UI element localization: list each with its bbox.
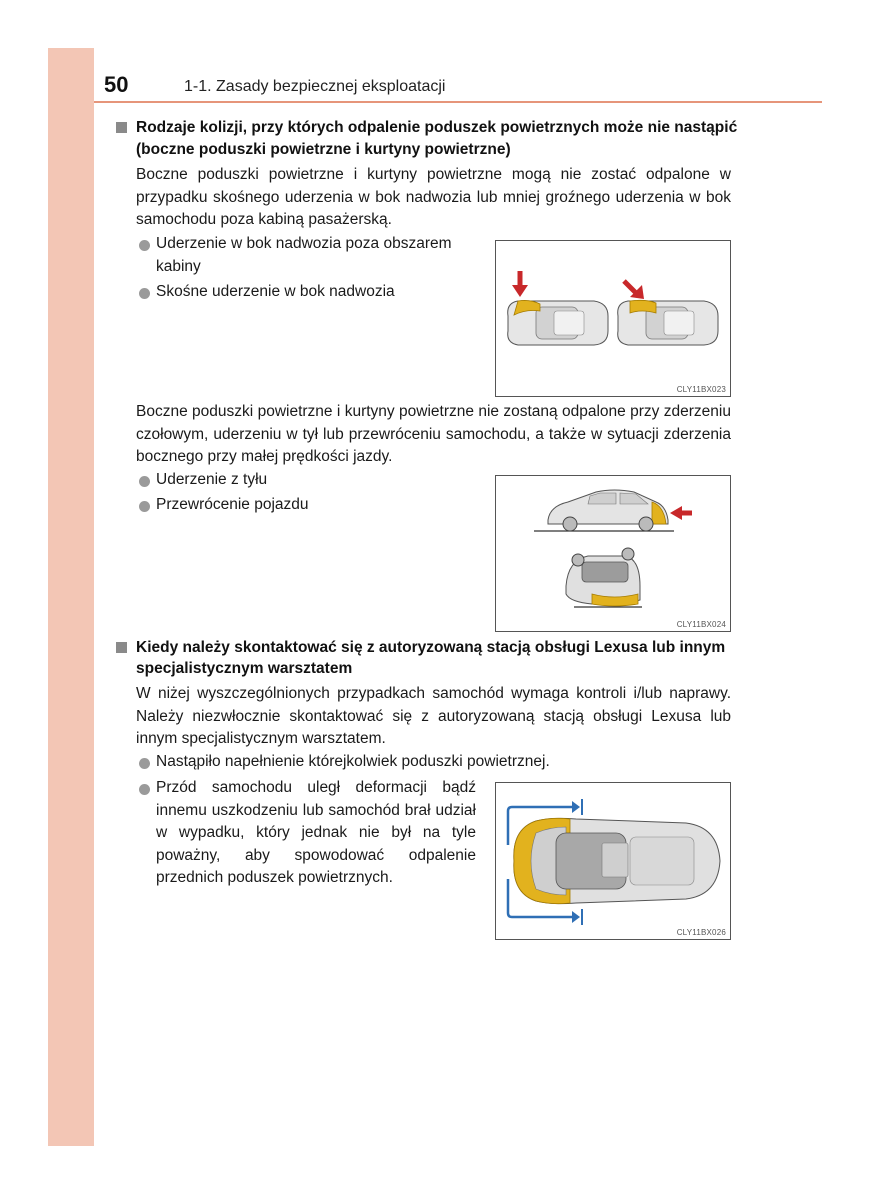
rear-rollover-illustration	[496, 476, 730, 631]
section1-heading-line1: Rodzaje kolizji, przy których odpalenie poduszek powietrznych może nie nastąpić	[136, 119, 738, 136]
bullet-dot-icon	[139, 501, 150, 512]
section1-bullet-2: Skośne uderzenie w bok nadwozia	[156, 283, 395, 300]
section-square-icon	[116, 122, 127, 133]
section1-bullet2-2: Przewrócenie pojazdu	[156, 496, 309, 513]
bullet-dot-icon	[139, 758, 150, 769]
section2-bullet-1: Nastąpiło napełnienie którejkolwiek poduszki powietrznej.	[156, 753, 550, 770]
section1-intro: Boczne poduszki powietrzne i kurtyny powietrzne mogą nie zostać odpalone w przypadku skośnego uderzenia w bok nadwozia lub mniej groźnego uderzenia w bok samochodu poza kabiną pasażerską.	[136, 166, 731, 228]
car-side-view	[548, 490, 668, 531]
bullet-dot-icon	[139, 476, 150, 487]
page-number: 50	[104, 72, 129, 97]
section1-para2: Boczne poduszki powietrzne i kurtyny powietrzne nie zostaną odpalone przy zderzeniu czołowym, uderzeniu w tył lub przewróceniu samochodu, a także w sytuacji zderzenia bocznego przy małej prędkości jazdy.	[136, 403, 731, 465]
section2-heading-line2: specjalistycznym warsztatem	[136, 660, 353, 677]
section2-heading-line1: Kiedy należy skontaktować się z autoryzowaną stacją obsługi Lexusa lub innym	[136, 639, 726, 656]
section-title: 1-1. Zasady bezpiecznej eksploatacji	[184, 78, 446, 95]
impact-arrow-icon	[670, 506, 682, 520]
section1-bullet-1: Uderzenie w bok nadwozia poza obszarem kabiny	[156, 235, 452, 275]
figure-code: CLY11BX023	[676, 385, 726, 394]
bullet-dot-icon	[139, 784, 150, 795]
car-top-view-1	[508, 300, 608, 345]
section2-bullet-2: Przód samochodu uległ deformacji bądź innemu uszkodzeniu lub samochód brał udział w wypadku, który jednak nie był na tyle poważny, aby spowodować odpalenie przednich poduszek powietrznych.	[156, 779, 476, 886]
side-tab-strip	[48, 48, 94, 1146]
front-damage-illustration	[496, 783, 730, 939]
figure-code: CLY11BX026	[676, 928, 726, 937]
section-square-icon	[116, 642, 127, 653]
car-top-view-front	[514, 818, 720, 903]
section1-bullet2-1: Uderzenie z tyłu	[156, 471, 268, 488]
figure-front-damage	[495, 782, 731, 940]
figure-side-impact	[495, 240, 731, 397]
impact-arrow-icon	[512, 285, 528, 297]
section2-intro: W niżej wyszczególnionych przypadkach samochód wymaga kontroli i/lub naprawy. Należy niezwłocznie skontaktować się z autoryzowaną stacją obsługi Lexusa lub innym specjalistycznym warsztatem.	[136, 685, 731, 747]
bullet-dot-icon	[139, 288, 150, 299]
side-impact-illustration	[496, 241, 730, 396]
section1-heading-line2: (boczne poduszki powietrzne i kurtyny powietrzne)	[136, 141, 511, 158]
bullet-dot-icon	[139, 240, 150, 251]
car-top-view-2	[618, 300, 718, 345]
figure-rear-rollover	[495, 475, 731, 632]
figure-code: CLY11BX024	[676, 620, 726, 629]
header-divider	[94, 101, 822, 103]
car-rollover-view	[566, 548, 640, 606]
